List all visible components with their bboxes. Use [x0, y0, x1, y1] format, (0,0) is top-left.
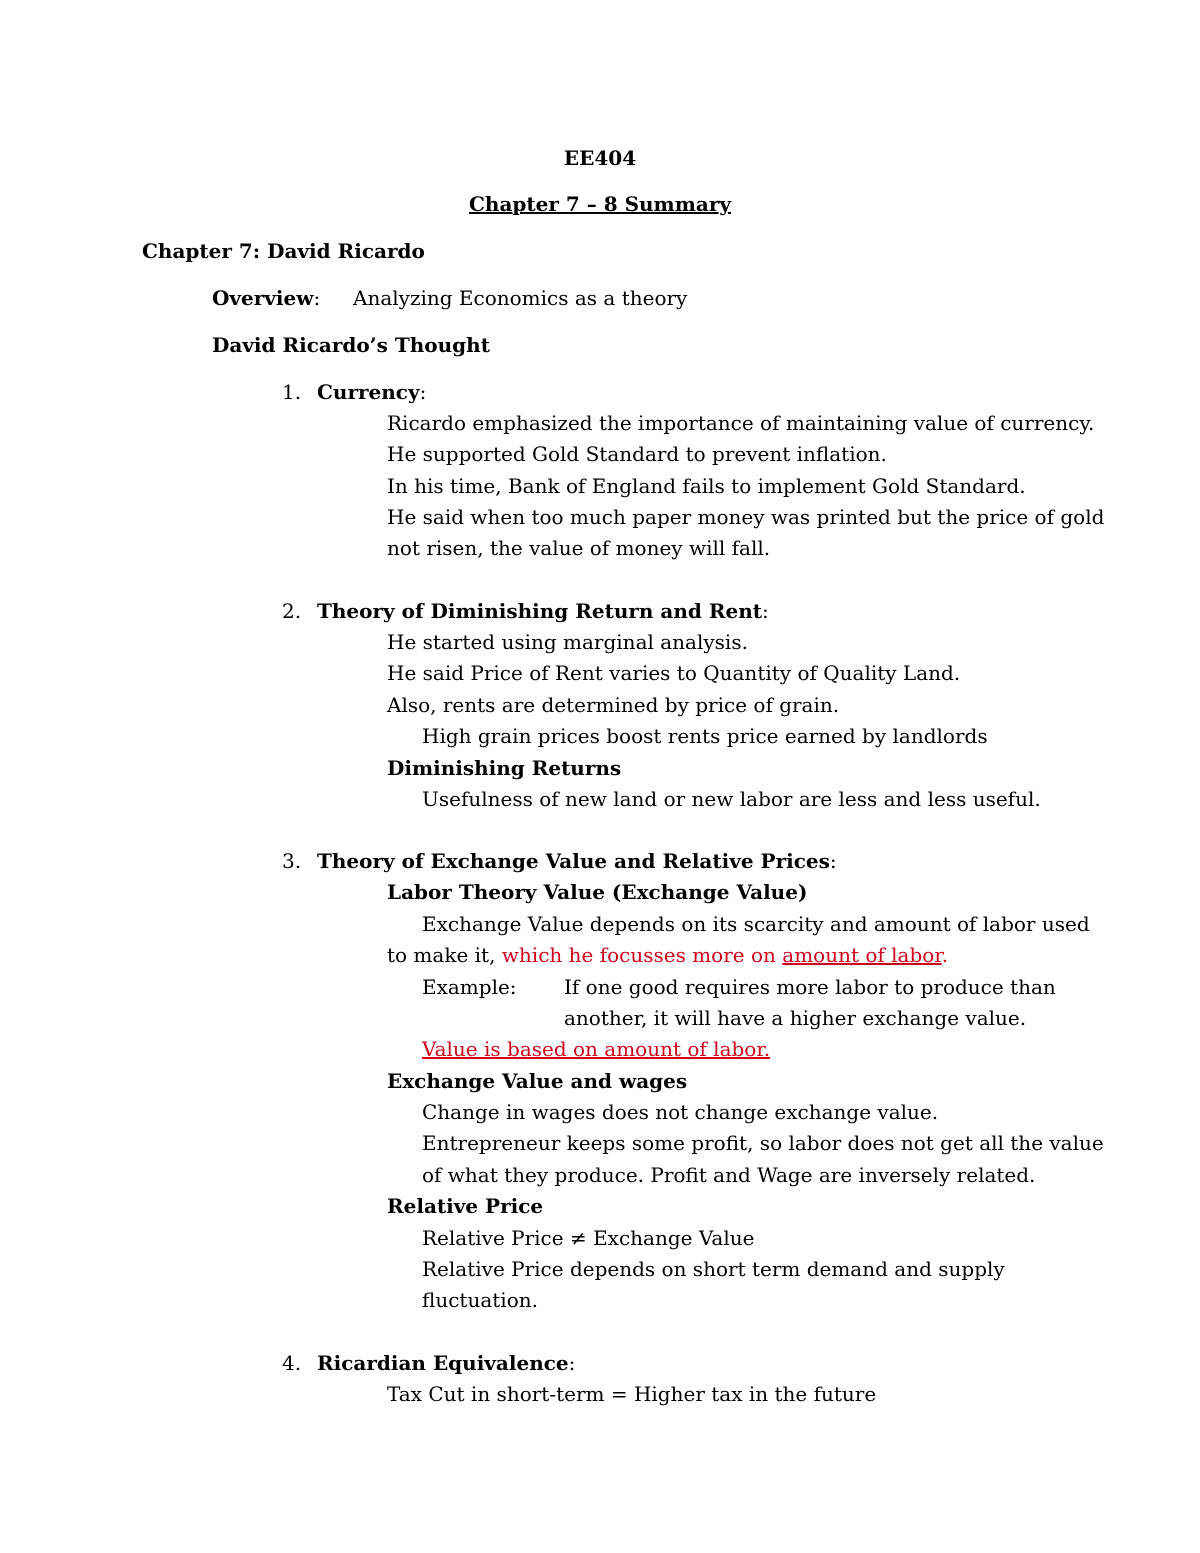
- item-2-title: Theory of Diminishing Return and Rent: [317, 599, 762, 623]
- example-line: another, it will have a higher exchange value.: [564, 1006, 1027, 1030]
- diminishing-returns-line: Usefulness of new land or new labor are less and less useful.: [422, 787, 1041, 811]
- item-1-number: 1.: [282, 380, 302, 404]
- overview-label: Overview: [212, 286, 314, 310]
- wages-line: of what they produce. Profit and Wage are inversely related.: [422, 1163, 1036, 1187]
- item-2-line: He started using marginal analysis.: [387, 630, 748, 654]
- item-3-colon: :: [829, 849, 837, 873]
- chapter-heading: Chapter 7: David Ricardo: [142, 239, 425, 263]
- diminishing-returns-heading: Diminishing Returns: [387, 756, 622, 780]
- labor-theory-heading: Labor Theory Value (Exchange Value): [387, 880, 808, 904]
- relative-price-line: Relative Price ≠ Exchange Value: [422, 1226, 755, 1250]
- item-1-title-row: [317, 379, 426, 405]
- item-4-colon: :: [568, 1351, 576, 1375]
- item-4-number: 4.: [282, 1351, 302, 1375]
- wages-line: Change in wages does not change exchange value.: [422, 1100, 939, 1124]
- item-2-line: High grain prices boost rents price earned by landlords: [422, 724, 988, 748]
- item-1-line: He said when too much paper money was printed but the price of gold: [387, 505, 1105, 529]
- labor-line-red-underlined: amount of labor: [782, 943, 942, 967]
- overview-label-row: [212, 285, 320, 311]
- item-1-line: not risen, the value of money will fall.: [387, 536, 771, 560]
- relative-price-line: fluctuation.: [422, 1288, 538, 1312]
- labor-theory-line: [387, 942, 948, 968]
- overview-colon: :: [313, 286, 321, 310]
- item-4-title-row: [317, 1350, 575, 1376]
- thought-heading: David Ricardo’s Thought: [212, 333, 490, 357]
- item-2-line: Also, rents are determined by price of grain.: [387, 693, 840, 717]
- relative-price-heading: Relative Price: [387, 1194, 544, 1218]
- item-1-line: In his time, Bank of England fails to implement Gold Standard.: [387, 474, 1026, 498]
- example-line: If one good requires more labor to produce than: [564, 975, 1056, 999]
- course-code: EE404: [563, 146, 637, 170]
- item-4-title: Ricardian Equivalence: [317, 1351, 569, 1375]
- item-2-colon: :: [761, 599, 769, 623]
- wages-heading: Exchange Value and wages: [387, 1069, 688, 1093]
- item-2-title-row: [317, 598, 769, 624]
- item-2-line: He said Price of Rent varies to Quantity of Quality Land.: [387, 661, 961, 685]
- item-2-number: 2.: [282, 599, 302, 623]
- item-1-title: Currency: [317, 380, 420, 404]
- labor-line-black: to make it,: [387, 943, 496, 967]
- example-label: Example:: [422, 975, 517, 999]
- relative-price-line: Relative Price depends on short term demand and supply: [422, 1257, 1005, 1281]
- labor-line-red: which he focusses more on: [501, 943, 776, 967]
- value-note: Value is based on amount of labor.: [422, 1037, 771, 1061]
- item-3-number: 3.: [282, 849, 302, 873]
- labor-theory-line: Exchange Value depends on its scarcity and amount of labor used: [422, 912, 1090, 936]
- wages-line: Entrepreneur keeps some profit, so labor does not get all the value: [422, 1131, 1104, 1155]
- item-1-line: Ricardo emphasized the importance of maintaining value of currency.: [387, 411, 1095, 435]
- item-3-title-row: [317, 848, 837, 874]
- overview-text: Analyzing Economics as a theory: [353, 286, 688, 310]
- page-title: Chapter 7 – 8 Summary: [468, 192, 731, 216]
- labor-line-period: .: [941, 943, 949, 967]
- item-1-line: He supported Gold Standard to prevent inflation.: [387, 442, 887, 466]
- item-4-line: Tax Cut in short-term = Higher tax in the future: [387, 1382, 877, 1406]
- item-1-colon: :: [419, 380, 427, 404]
- item-3-title: Theory of Exchange Value and Relative Prices: [317, 849, 830, 873]
